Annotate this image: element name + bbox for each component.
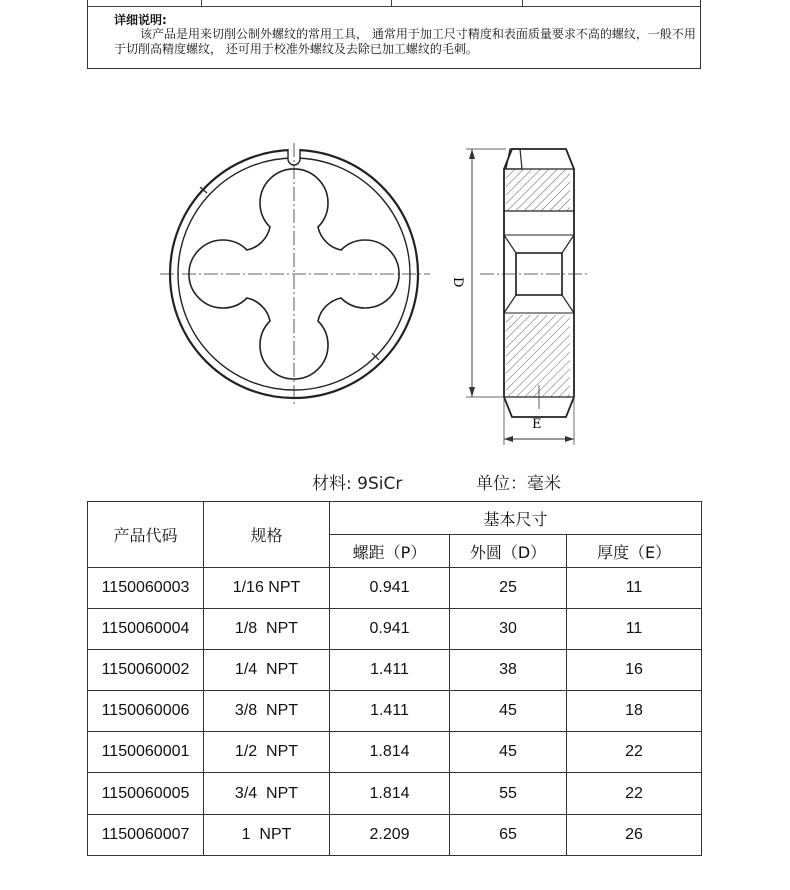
cell-outer: 65: [450, 814, 567, 855]
table-row: [88, 609, 702, 650]
cell-code: 1150060001: [88, 732, 204, 773]
cell-spec: 1/2 NPT: [204, 732, 330, 773]
cell-thickness: 11: [567, 568, 702, 609]
unit-text: 单位：毫米: [476, 474, 561, 494]
header-product-code: 产品代码: [88, 502, 204, 568]
description-tick: [522, 0, 523, 6]
cell-outer: 30: [450, 609, 567, 650]
description-text: 该产品是用来切削公制外螺纹的常用工具， 通常用于加工尺寸精度和表面质量要求不高的螺纹，一般不用于切削高精度螺纹， 还可用于校准外螺纹及去除已加工螺纹的毛刺。: [114, 27, 696, 56]
dimension-e-label: E: [532, 417, 542, 432]
cell-code: 1150060005: [88, 773, 204, 814]
description-box: [87, 0, 701, 69]
header-pitch: 螺距（P）: [330, 535, 450, 568]
cell-code: 1150060007: [88, 814, 204, 855]
description-top-line: [88, 6, 700, 7]
table-row: [88, 732, 702, 773]
cell-thickness: 11: [567, 609, 702, 650]
dimension-d-label: D: [450, 277, 465, 288]
description-title: 详细说明:: [114, 13, 167, 27]
header-outer-diameter: 外圆（D）: [450, 535, 567, 568]
cell-spec: 3/4 NPT: [204, 773, 330, 814]
cell-outer: 45: [450, 691, 567, 732]
cell-thickness: 16: [567, 650, 702, 691]
cell-outer: 38: [450, 650, 567, 691]
cell-code: 1150060004: [88, 609, 204, 650]
header-basic-size: 基本尺寸: [330, 502, 702, 535]
header-spec: 规格: [204, 502, 330, 568]
description-tick: [391, 0, 392, 6]
cell-spec: 1/8 NPT: [204, 609, 330, 650]
header-thickness: 厚度（E）: [567, 535, 702, 568]
cell-spec: 1/4 NPT: [204, 650, 330, 691]
description-tick: [201, 0, 202, 6]
cell-thickness: 22: [567, 773, 702, 814]
cell-pitch: 1.814: [330, 732, 450, 773]
cell-code: 1150060003: [88, 568, 204, 609]
cell-spec: 1/16 NPT: [204, 568, 330, 609]
cell-thickness: 22: [567, 732, 702, 773]
die-technical-drawing: [150, 135, 600, 455]
table-row: [88, 650, 702, 691]
cell-pitch: 1.814: [330, 773, 450, 814]
table-row: [88, 691, 702, 732]
cell-code: 1150060002: [88, 650, 204, 691]
die-side-view: [450, 149, 590, 445]
spec-table: [87, 501, 702, 856]
material-line: [0, 469, 790, 493]
cell-code: 1150060006: [88, 691, 204, 732]
cell-spec: 3/8 NPT: [204, 691, 330, 732]
cell-pitch: 2.209: [330, 814, 450, 855]
cell-thickness: 26: [567, 814, 702, 855]
die-front-view: [160, 143, 430, 407]
material-text: 材料: 9SiCr: [312, 474, 403, 494]
cell-outer: 45: [450, 732, 567, 773]
cell-pitch: 1.411: [330, 691, 450, 732]
cell-thickness: 18: [567, 691, 702, 732]
cell-spec: 1 NPT: [204, 814, 330, 855]
cell-pitch: 0.941: [330, 568, 450, 609]
cell-outer: 25: [450, 568, 567, 609]
table-row: [88, 773, 702, 814]
table-row: [88, 568, 702, 609]
cell-pitch: 1.411: [330, 650, 450, 691]
table-row: [88, 814, 702, 855]
cell-outer: 55: [450, 773, 567, 814]
cell-pitch: 0.941: [330, 609, 450, 650]
